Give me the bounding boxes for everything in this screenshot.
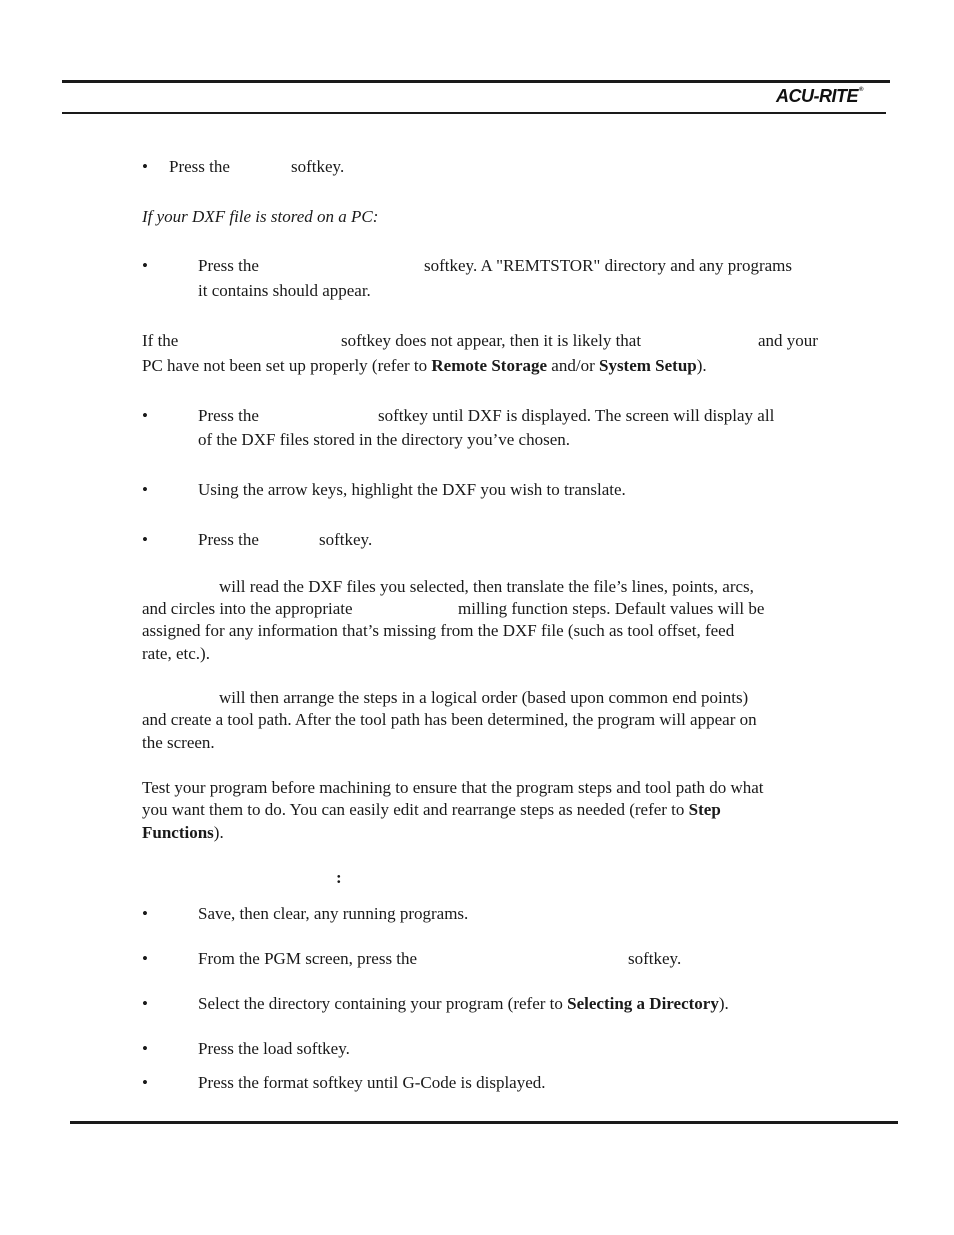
bullet: • (142, 530, 148, 549)
test-para-line3: Functions). (142, 823, 224, 842)
gcode-step-load: Press the load softkey. (198, 1039, 350, 1058)
note-and-your: and your (758, 331, 818, 350)
bullet: • (142, 157, 148, 176)
step-format-line2: of the DXF files stored in the directory you’ve chosen. (198, 430, 571, 449)
pc-section-heading: If your DXF file is stored on a PC: (142, 207, 379, 226)
step-highlight: Using the arrow keys, highlight the DXF you wish to translate. (198, 480, 626, 499)
bullet: • (142, 994, 148, 1013)
note-if-the: If the (142, 331, 179, 350)
gcode-heading-colon: : (336, 868, 342, 887)
translate-para-line3: assigned for any information that’s missing from the DXF file (such as tool offset, feed (142, 621, 735, 640)
bullet: • (142, 256, 148, 275)
bullet: • (142, 904, 148, 923)
bullet: • (142, 406, 148, 425)
footer-rule (70, 1121, 898, 1124)
translate-para-line2-prefix: and circles into the appropriate (142, 599, 353, 618)
gcode-step-directory: Select the directory containing your program (refer to Selecting a Directory). (198, 994, 729, 1013)
step-remote-prefix: Press the (198, 256, 259, 275)
translate-para-line4: rate, etc.). (142, 644, 210, 663)
translate-para-line2-suffix: milling function steps. Default values will be (458, 599, 765, 618)
note-softkey-missing: softkey does not appear, then it is likely that (341, 331, 642, 350)
header-top-rule (62, 80, 890, 83)
test-para-line2: you want them to do. You can easily edit and rearrange steps as needed (refer to Step (142, 800, 721, 819)
bullet: • (142, 1039, 148, 1058)
bullet: • (142, 949, 148, 968)
step-remote-suffix: softkey. A "REMTSTOR" directory and any programs (424, 256, 792, 275)
acu-rite-logo: ACU-RITE® (776, 86, 863, 106)
step-press-prefix: Press the (169, 157, 230, 176)
step-load-prefix: Press the (198, 530, 259, 549)
toolpath-para-line1: will then arrange the steps in a logical order (based upon common end points) (219, 688, 749, 707)
toolpath-para-line2: and create a tool path. After the tool path has been determined, the program will appear on (142, 710, 757, 729)
test-para-line1: Test your program before machining to ensure that the program steps and tool path do what (142, 778, 764, 797)
gcode-step-format: Press the format softkey until G-Code is displayed. (198, 1073, 546, 1092)
step-format-suffix: softkey until DXF is displayed. The screen will display all (378, 406, 775, 425)
step-remote-line2: it contains should appear. (198, 281, 371, 300)
gcode-step-pgm-prefix: From the PGM screen, press the (198, 949, 418, 968)
gcode-step-save: Save, then clear, any running programs. (198, 904, 469, 923)
bullet: • (142, 1073, 148, 1092)
header-bottom-rule (62, 112, 886, 114)
step-format-prefix: Press the (198, 406, 259, 425)
step-load-suffix: softkey. (319, 530, 373, 549)
translate-para-line1: will read the DXF files you selected, then translate the file’s lines, points, arcs, (219, 577, 754, 596)
step-press-suffix: softkey. (291, 157, 345, 176)
note-line2: PC have not been set up properly (refer to Remote Storage and/or System Setup). (142, 356, 707, 375)
bullet: • (142, 480, 148, 499)
gcode-step-pgm-suffix: softkey. (628, 949, 682, 968)
toolpath-para-line3: the screen. (142, 733, 215, 752)
